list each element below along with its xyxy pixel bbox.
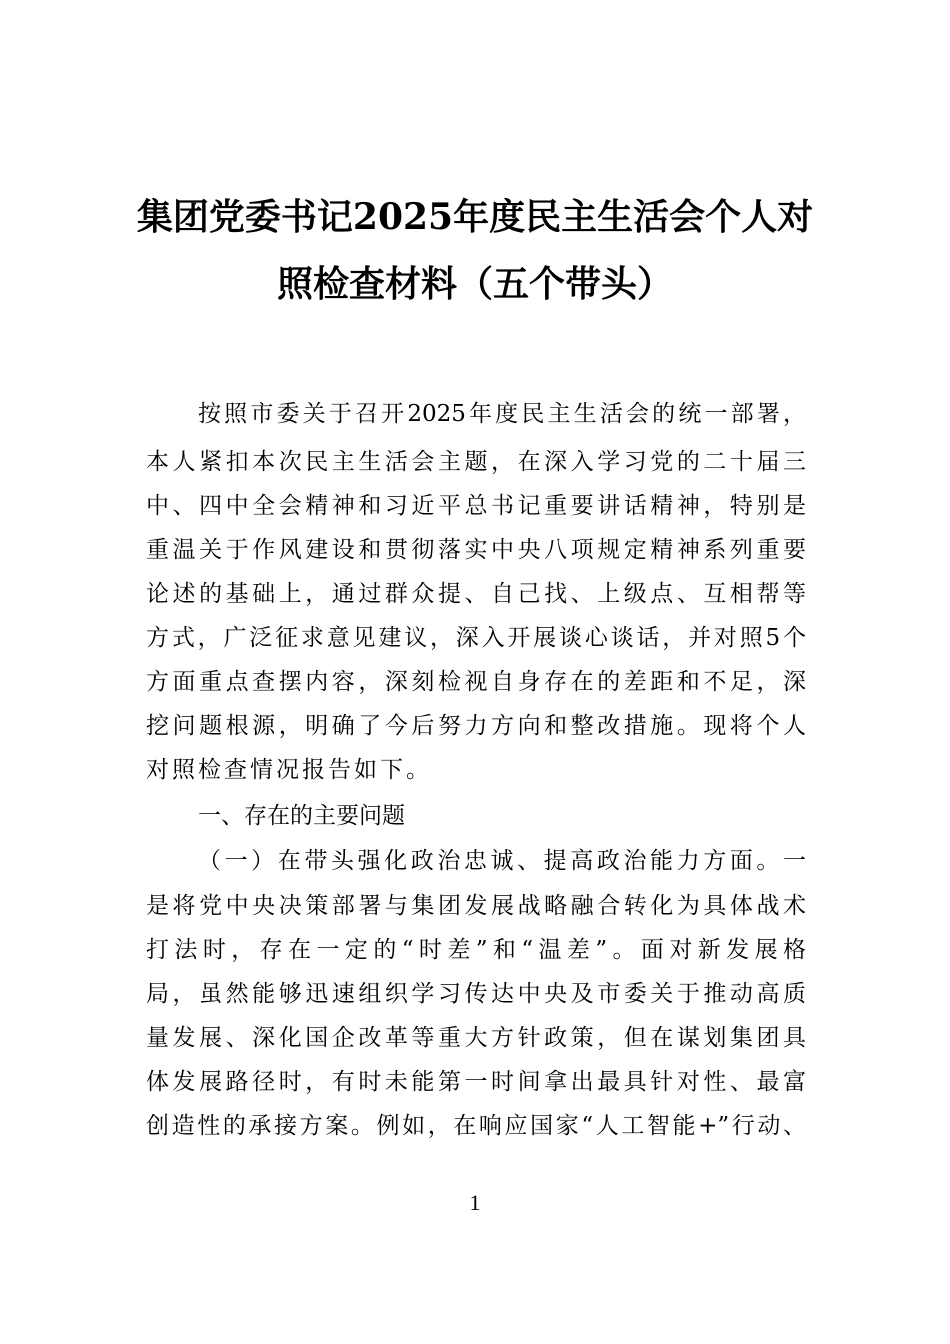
body-line: 创造性的承接方案。例如，在响应国家“人工智能+”行动、 bbox=[146, 1113, 806, 1139]
intro-line: 论述的基础上，通过群众提、自己找、上级点、互相帮等 bbox=[146, 581, 806, 607]
page-number: 1 bbox=[469, 1190, 481, 1215]
intro-line: 中、四中全会精神和习近平总书记重要讲话精神，特别是 bbox=[146, 493, 806, 519]
body-line: 量发展、深化国企改革等重大方针政策，但在谋划集团具 bbox=[146, 1025, 806, 1051]
section-heading: 一、存在的主要问题 bbox=[198, 803, 405, 829]
intro-line: 按照市委关于召开2025年度民主生活会的统一部署， bbox=[198, 401, 806, 427]
subsection-lead: （一）在带头强化政治忠诚、提高政治能力方面。 bbox=[198, 848, 783, 874]
document-title-line-1: 集团党委书记2025年度民主生活会个人对 bbox=[136, 196, 814, 238]
body-line: 打法时，存在一定的“时差”和“温差”。面对新发展格 bbox=[146, 937, 806, 963]
intro-line: 方面重点查摆内容，深刻检视自身存在的差距和不足，深 bbox=[146, 669, 806, 695]
intro-line: 挖问题根源，明确了今后努力方向和整改措施。现将个人 bbox=[146, 713, 806, 739]
body-line: 体发展路径时，有时未能第一时间拿出最具针对性、最富 bbox=[146, 1069, 806, 1095]
document-title-line-2: 照检查材料（五个带头） bbox=[276, 263, 673, 305]
body-line: 局，虽然能够迅速组织学习传达中央及市委关于推动高质 bbox=[146, 981, 806, 1007]
subsection-first-line bbox=[198, 850, 806, 873]
intro-line: 方式，广泛征求意见建议，深入开展谈心谈话，并对照5个 bbox=[146, 625, 806, 651]
intro-line: 重温关于作风建设和贯彻落实中央八项规定精神系列重要 bbox=[146, 537, 806, 563]
intro-line: 本人紧扣本次民主生活会主题，在深入学习党的二十届三 bbox=[146, 449, 806, 475]
body-line: 是将党中央决策部署与集团发展战略融合转化为具体战术 bbox=[146, 893, 806, 919]
subsection-first-rest: 一 bbox=[783, 848, 806, 874]
intro-line: 对照检查情况报告如下。 bbox=[146, 757, 432, 783]
